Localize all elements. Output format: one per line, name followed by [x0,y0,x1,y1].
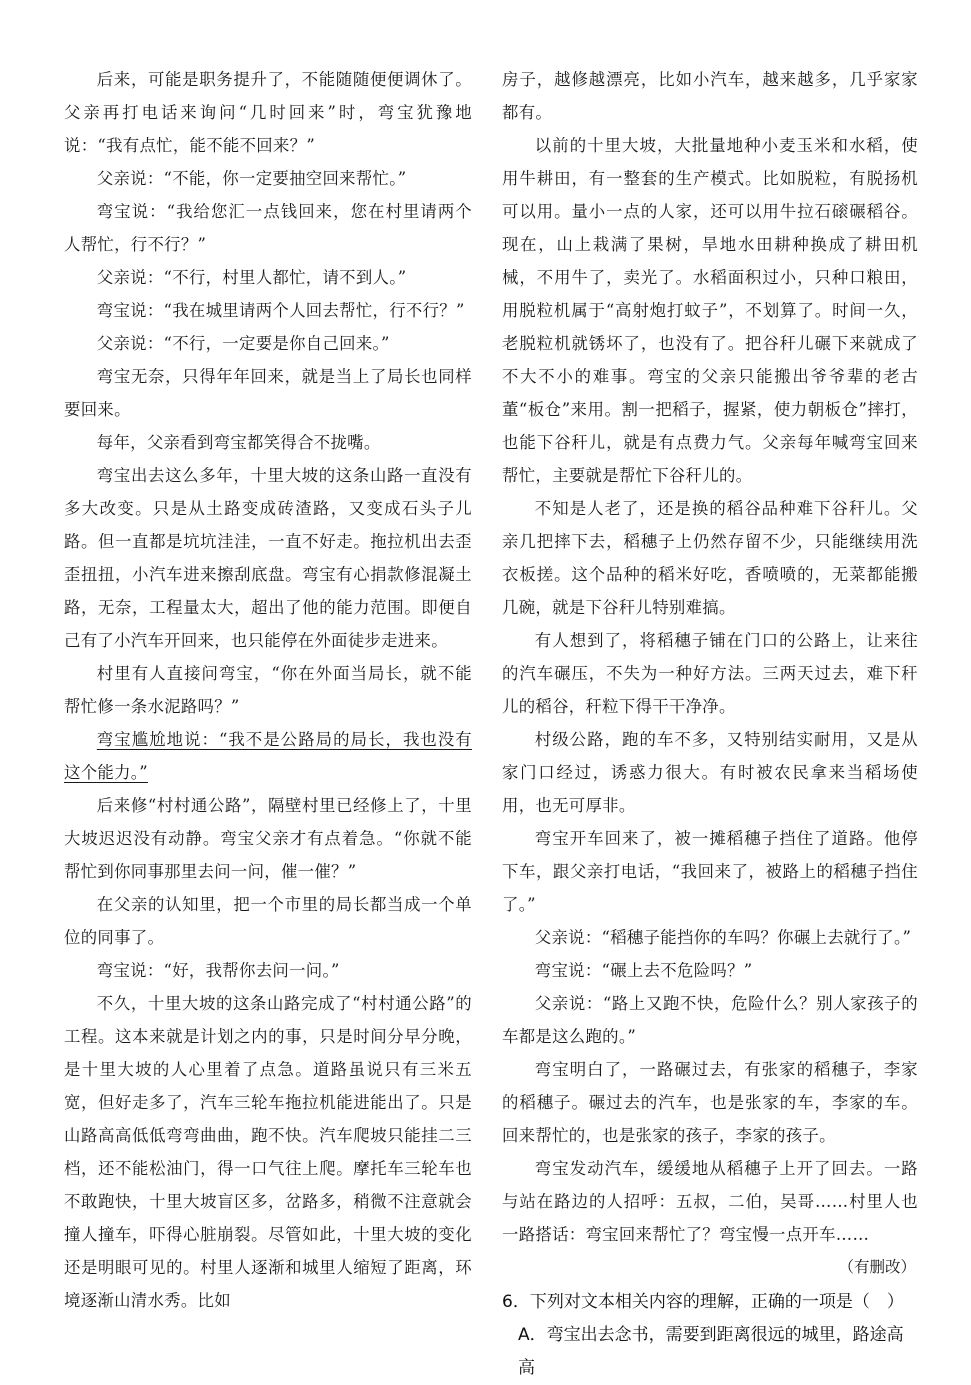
paragraph: 弯宝出去这么多年，十里大坡的这条山路一直没有多大改变。只是从土路变成砖渣路，又变成石头子儿路。但一直都是坑坑洼洼，一直不好走。拖拉机出去歪歪扭扭，小汽车进来擦刮底盘。弯宝有心捐款修混凝土路，无奈，工程量太大，超出了他的能力范围。即便自己有了小汽车开回来，也只能停在外面徒步走进来。 [64,466,472,650]
paragraph: 父亲说：“不行，一定要是你自己回来。” [96,334,390,353]
paragraph: 弯宝无奈，只得年年回来，就是当上了局长也同样要回来。 [64,367,472,419]
paragraph: 弯宝说：“我在城里请两个人回去帮忙，行不行？” [96,301,465,320]
paragraph-continuation: 房子，越修越漂亮，比如小汽车，越来越多，几乎家家都有。 [502,70,918,122]
underlined-sentence [64,723,472,789]
paragraph: 不知是人老了，还是换的稻谷品种难下谷秆儿。父亲几把摔下去，稻穗子上仍然存留不少，只能继续用洗衣板搓。这个品种的稻米好吃，香喷喷的，无菜都能搬几碗，就是下谷秆儿特别难搞。 [502,499,918,617]
paragraph: 后来修“村村通公路”，隔壁村里已经修上了，十里大坡迟迟没有动静。弯宝父亲才有点着急。“你就不能帮忙到你同事那里去问一问，催一催？” [64,796,472,881]
paragraph: 父亲说：“路上又跑不快，危险什么？别人家孩子的车都是这么跑的。” [502,994,918,1046]
paragraph: 有人想到了，将稻穗子铺在门口的公路上，让来往的汽车碾压，不失为一种好方法。三两天过去，难下秆儿的稻谷，秆粒下得干干净净。 [502,631,918,716]
paragraph: 不久，十里大坡的这条山路完成了“村村通公路”的工程。这本来就是计划之内的事，只是时间分早分晚，是十里大坡的人心里着了点急。道路虽说只有三米五宽，但好走多了，汽车三轮车拖拉机能进能出了。只是山路高高低低弯弯曲曲，跑不快。汽车爬坡只能挂二三档，还不能松油门，得一口气往上爬。摩托车三轮车也不敢跑快，十里大坡盲区多，岔路多，稍微不注意就会撞人撞车，吓得心脏崩裂。尽管如此，十里大坡的变化还是明眼可见的。村里人逐渐和城里人缩短了距离，环境逐渐山清水秀。比如 [64,994,472,1310]
right-column [502,63,918,1385]
paragraph: 父亲说：“不能，你一定要抽空回来帮忙。” [96,169,407,188]
paragraph: 弯宝开车回来了，被一摊稻穗子挡住了道路。他停下车，跟父亲打电话，“我回来了，被路上的稻穗子挡住了。” [502,829,918,914]
paragraph: 父亲说：“不行，村里人都忙，请不到人。” [96,268,407,287]
paragraph: 以前的十里大坡，大批量地种小麦玉米和水稻，使用牛耕田，有一整套的生产模式。比如脱粒，有脱扬机可以用。量小一点的人家，还可以用牛拉石磙碾稻谷。现在，山上栽满了果树，旱地水田耕种换成了耕田机械，不用牛了，卖光了。水稻面积过小，只种口粮田，用脱粒机属于“高射炮打蚊子”，不划算了。时间一久，老脱粒机就锈坏了，也没有了。把谷秆儿碾下来就成了不大不小的难事。弯宝的父亲只能搬出爷爷辈的老古董“板仓”来用。割一把稻子，握紧，使力朝板仓”摔打，也能下谷秆儿，就是有点费力气。父亲每年喊弯宝回来帮忙，主要就是帮忙下谷秆儿的。 [502,136,918,485]
paragraph: 弯宝说：“我给您汇一点钱回来，您在村里请两个人帮忙，行不行？” [64,202,472,254]
left-column [64,63,472,1317]
paragraph: 弯宝明白了，一路碾过去，有张家的稻穗子，李家的稻穗子。碾过去的汽车，也是张家的车，李家的车。回来帮忙的，也是张家的孩子，李家的孩子。 [502,1060,918,1145]
paragraph: 后来，可能是职务提升了，不能随随便便调休了。父亲再打电话来询问“几时回来”时，弯宝犹豫地说：“我有点忙，能不能不回来？” [64,70,472,155]
paragraph: 村级公路，跑的车不多，又特别结实耐用，又是从家门口经过，诱惑力很大。有时被农民拿来当稻场使用，也无可厚非。 [502,730,918,815]
underlined-text: 弯宝尴尬地说：“我不是公路局的局长，我也没有这个能力。” [64,730,472,782]
paragraph: 父亲说：“稻穗子能挡你的车吗？你碾上去就行了。” [534,928,912,947]
paragraph: 弯宝说：“好，我帮你去问一问。” [96,961,340,980]
paragraph: 村里有人直接问弯宝，“你在外面当局长，就不能帮忙修一条水泥路吗？” [64,664,472,716]
source-note: （有删改） [838,1258,916,1276]
question-stem: 6．下列对文本相关内容的理解，正确的一项是（ ） [502,1292,904,1312]
paragraph: 在父亲的认知里，把一个市里的局长都当成一个单位的同事了。 [64,895,472,947]
paragraph: 弯宝发动汽车，缓缓地从稻穗子上开了回去。一路与站在路边的人招呼：五叔，二伯，吴哥……村里人也一路搭话：弯宝回来帮忙了？弯宝慢一点开车…… [502,1159,918,1244]
paragraph: 每年，父亲看到弯宝都笑得合不拢嘴。 [96,433,381,452]
paragraph: 弯宝说：“碾上去不危险吗？” [534,961,753,980]
option-a: A．弯宝出去念书，需要到距离很远的城里，路途高高 [518,1325,904,1378]
